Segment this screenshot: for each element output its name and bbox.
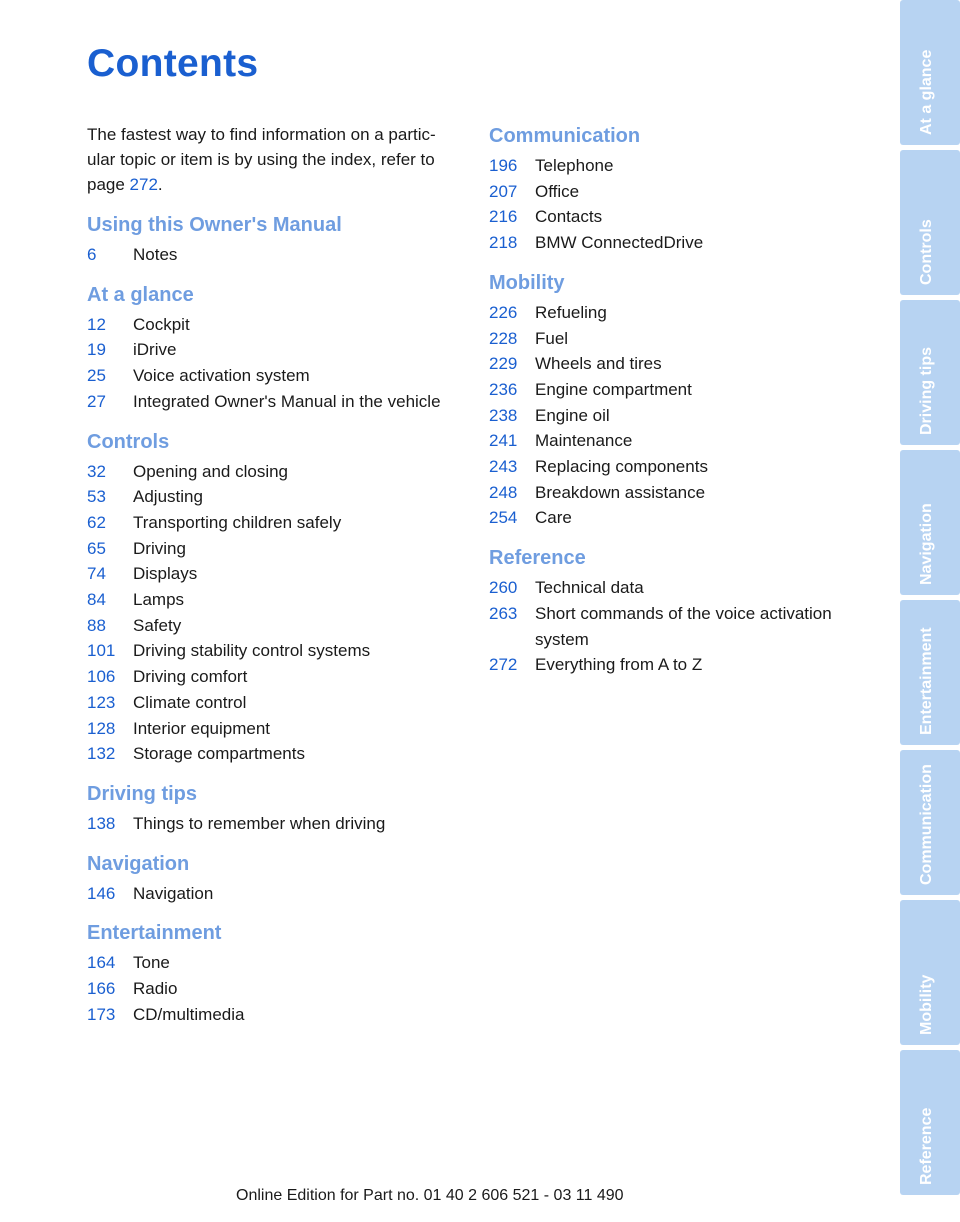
toc-page-link[interactable]: 146 [87, 883, 116, 903]
toc-page-link[interactable]: 101 [87, 641, 116, 661]
intro-end: . [157, 175, 163, 194]
toc-page-link[interactable]: 132 [87, 744, 116, 764]
toc-page-link[interactable]: 166 [87, 979, 116, 999]
toc-page-link[interactable]: 164 [87, 953, 116, 973]
toc-entry-label: Navigation [133, 883, 214, 903]
toc-page-link[interactable]: 254 [489, 508, 518, 528]
toc-entry[interactable] [489, 575, 869, 601]
toc-page-link[interactable]: 173 [87, 1004, 116, 1024]
toc-entry[interactable] [489, 326, 869, 352]
toc-entry[interactable] [87, 459, 467, 485]
toc-entry[interactable] [489, 505, 869, 531]
toc-entry[interactable] [87, 716, 467, 742]
toc-entry[interactable] [489, 300, 869, 326]
tab-mobility[interactable] [900, 900, 960, 1045]
tab-at-a-glance[interactable] [900, 0, 960, 145]
toc-entry[interactable] [87, 741, 467, 767]
toc-page-link[interactable]: 263 [489, 603, 518, 623]
toc-entry[interactable] [87, 510, 467, 536]
tab-communication[interactable] [900, 750, 960, 895]
toc-entry-label: Engine compartment [535, 379, 692, 399]
toc-entry-label: Adjusting [133, 487, 203, 507]
toc-entry[interactable] [489, 652, 869, 678]
toc-entry[interactable] [87, 638, 467, 664]
toc-entry[interactable] [87, 312, 467, 338]
page-title: Contents [87, 42, 259, 85]
toc-entry[interactable] [87, 363, 467, 389]
toc-entry-label: Safety [133, 615, 182, 635]
toc-entry[interactable] [489, 454, 869, 480]
section-title: At a glance [87, 283, 194, 306]
toc-entry-label: BMW ConnectedDrive [535, 233, 704, 253]
toc-page-link[interactable]: 272 [489, 655, 518, 675]
tab-label: Controls [918, 219, 935, 285]
toc-entry-label: Opening and closing [133, 461, 289, 481]
toc-entry-label: Wheels and tires [535, 354, 662, 374]
tab-reference[interactable] [900, 1050, 960, 1195]
toc-entry-label: Maintenance [535, 431, 633, 451]
toc-entry[interactable] [87, 950, 467, 976]
toc-entry[interactable] [87, 337, 467, 363]
toc-page-link[interactable]: 53 [87, 487, 106, 507]
toc-page-link[interactable]: 6 [87, 245, 97, 264]
toc-entry[interactable] [489, 601, 869, 652]
toc-page-link[interactable]: 241 [489, 431, 518, 451]
toc-entry[interactable] [87, 536, 467, 562]
section-title: Communication [489, 125, 641, 147]
toc-entry-label: Cockpit [133, 314, 190, 334]
toc-entry[interactable] [87, 1002, 467, 1028]
section-communication [489, 123, 869, 256]
tab-label: Mobility [918, 974, 935, 1035]
toc-entry-label: Engine oil [535, 405, 610, 425]
toc-page-link[interactable]: 123 [87, 692, 116, 712]
toc-entry-label: Interior equipment [133, 718, 271, 738]
toc-page-link[interactable]: 196 [489, 156, 518, 175]
tab-label: Reference [918, 1107, 935, 1185]
toc-page-link[interactable]: 228 [489, 328, 518, 348]
toc-entry[interactable] [87, 561, 467, 587]
toc-entry-label: Voice activation system [133, 366, 310, 386]
toc-entry[interactable] [489, 403, 869, 429]
footer-edition: Online Edition for Part no. 01 40 2 606 521 - 03 11 490 [236, 1187, 624, 1204]
toc-entry[interactable] [87, 613, 467, 639]
toc-entry[interactable] [489, 204, 869, 230]
toc-entry[interactable] [489, 480, 869, 506]
section-using-this-owner-s-manual [87, 212, 467, 268]
toc-entry[interactable] [489, 377, 869, 403]
toc-page-link[interactable]: 236 [489, 379, 518, 399]
toc-entry-label: Short commands of the voice activation system [535, 603, 832, 649]
toc-page-link[interactable]: 229 [489, 354, 518, 374]
toc-entry-label: Refueling [535, 302, 607, 322]
toc-page-link[interactable]: 218 [489, 233, 518, 253]
tab-controls[interactable] [900, 150, 960, 295]
toc-entry[interactable] [87, 664, 467, 690]
toc-page-link[interactable]: 243 [489, 457, 518, 477]
toc-page-link[interactable]: 238 [489, 405, 518, 425]
toc-page-link[interactable]: 248 [489, 482, 518, 502]
toc-page-link[interactable]: 19 [87, 340, 106, 360]
section-title: Driving tips [87, 782, 198, 805]
toc-page-link[interactable]: 32 [87, 461, 106, 481]
toc-entry-label: Breakdown assistance [535, 482, 706, 502]
tab-label: Navigation [918, 503, 935, 585]
toc-page-link[interactable]: 65 [87, 538, 106, 558]
section-title: Navigation [87, 852, 190, 875]
toc-page-link[interactable]: 216 [489, 207, 518, 227]
toc-page-link[interactable]: 138 [87, 813, 116, 833]
toc-page-link[interactable]: 226 [489, 302, 518, 322]
toc-page-link[interactable]: 62 [87, 512, 106, 532]
chapter-tabs [900, 0, 960, 1222]
toc-entry-label: Radio [133, 979, 178, 999]
toc-entry-label: Replacing components [535, 457, 708, 477]
toc-entry[interactable] [489, 153, 869, 179]
tab-navigation[interactable] [900, 450, 960, 595]
toc-entry-label: Displays [133, 564, 198, 584]
toc-entry[interactable] [87, 976, 467, 1002]
contents-right-column [489, 122, 869, 692]
section-driving-tips [87, 781, 467, 837]
toc-page-link[interactable]: 84 [87, 590, 106, 610]
toc-entry-label: CD/multimedia [133, 1004, 245, 1024]
toc-entry-label: Driving stability control systems [133, 641, 371, 661]
toc-entry-label: Tone [133, 953, 170, 973]
toc-entry-label: Telephone [535, 156, 614, 175]
tab-entertainment[interactable] [900, 600, 960, 745]
toc-entry-label: iDrive [133, 340, 177, 360]
intro-text [87, 122, 463, 197]
toc-page-link[interactable]: 260 [489, 578, 518, 598]
section-title: Reference [489, 547, 586, 570]
toc-entry-label: Technical data [535, 578, 644, 598]
section-reference [489, 545, 869, 678]
section-title: Using this Owner's Manual [87, 214, 342, 236]
tab-driving-tips[interactable] [900, 300, 960, 445]
section-entertainment [87, 920, 467, 1027]
section-navigation [87, 851, 467, 907]
intro-body: The fastest way to find information on a partic-ular topic or item is by using the index, refer to page [87, 125, 436, 194]
toc-entry-label: Things to remember when driving [133, 813, 386, 833]
toc-entry-label: Everything from A to Z [535, 655, 703, 675]
toc-page-link[interactable]: 106 [87, 667, 116, 687]
toc-page-link[interactable]: 74 [87, 564, 106, 584]
section-mobility [489, 270, 869, 531]
toc-entry-label: Notes [133, 245, 178, 264]
toc-entry[interactable] [489, 351, 869, 377]
tab-label: Communication [918, 764, 935, 885]
section-at-a-glance [87, 282, 467, 415]
toc-entry[interactable] [87, 811, 467, 837]
tab-label: At a glance [918, 49, 935, 135]
toc-page-link[interactable]: 128 [87, 718, 116, 738]
toc-page-link[interactable]: 12 [87, 314, 106, 334]
toc-entry[interactable] [87, 881, 467, 907]
toc-entry-label: Storage compartments [133, 744, 305, 764]
left-sections [87, 212, 467, 1027]
toc-page-link[interactable]: 25 [87, 366, 106, 386]
intro-index-link[interactable]: 272 [129, 175, 158, 194]
toc-entry-label: Contacts [535, 207, 603, 227]
right-sections [489, 123, 869, 678]
toc-entry-label: Office [535, 181, 580, 201]
toc-entry[interactable] [87, 587, 467, 613]
toc-entry-label: Climate control [133, 692, 247, 712]
section-title: Controls [87, 430, 170, 453]
toc-entry[interactable] [87, 389, 467, 415]
toc-page-link[interactable]: 207 [489, 181, 518, 201]
toc-entry-label: Driving comfort [133, 667, 248, 687]
toc-entry[interactable] [489, 428, 869, 454]
tab-label: Driving tips [918, 346, 935, 435]
toc-page-link[interactable]: 27 [87, 391, 106, 411]
toc-entry-label: Lamps [133, 590, 185, 610]
toc-entry-label: Driving [133, 538, 186, 558]
toc-entry[interactable] [489, 230, 869, 256]
toc-entry[interactable] [87, 690, 467, 716]
toc-page-link[interactable]: 88 [87, 615, 106, 635]
contents-left-column [87, 122, 467, 1041]
toc-entry-label: Care [535, 508, 572, 528]
tab-label: Entertainment [918, 627, 935, 735]
toc-entry-label: Fuel [535, 328, 569, 348]
toc-entry[interactable] [489, 179, 869, 205]
section-controls [87, 429, 467, 767]
toc-entry-label: Integrated Owner's Manual in the vehicle [133, 391, 441, 411]
toc-entry[interactable] [87, 242, 467, 268]
section-title: Entertainment [87, 922, 222, 945]
section-title: Mobility [489, 271, 565, 294]
toc-entry-label: Transporting children safely [133, 512, 342, 532]
toc-entry[interactable] [87, 484, 467, 510]
